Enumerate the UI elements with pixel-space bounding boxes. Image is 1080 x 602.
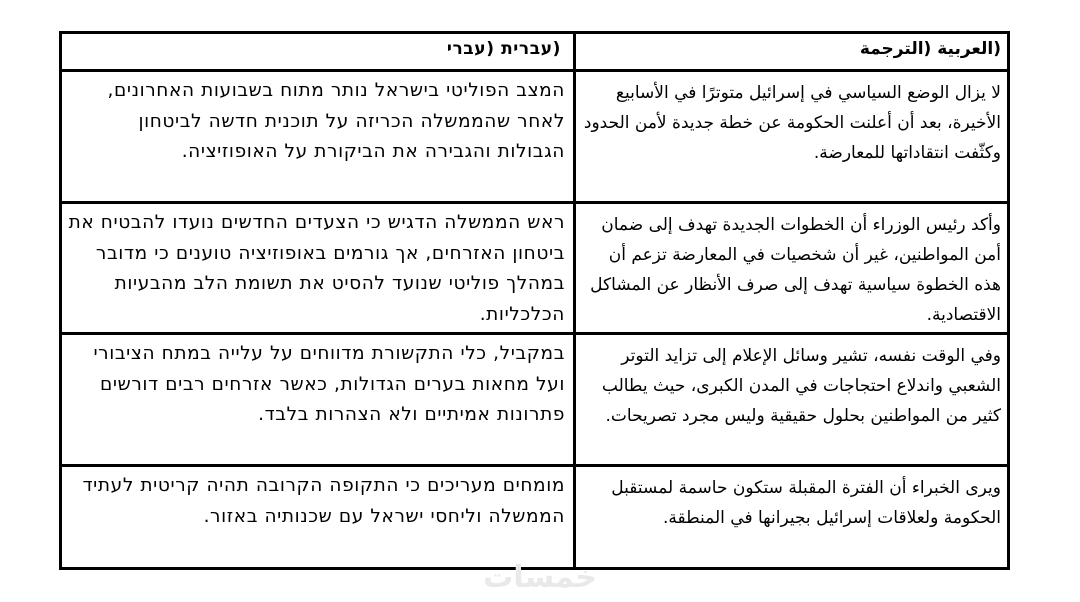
hebrew-column-header: (עברית (עברי xyxy=(62,34,576,69)
table-header-row xyxy=(62,34,1007,72)
hebrew-cell: ראש הממשלה הדגיש כי הצעדים החדשים נועדו להבטיח את ביטחון האזרחים, אך גורמים באופוזיציה טוענים כי מדובר במהלך פוליטי שנועד להסיט את תשומת הלב מהבעיות הכלכליות. xyxy=(62,204,576,332)
table-row xyxy=(62,72,1007,204)
hebrew-cell: במקביל, כלי התקשורת מדווחים על עלייה במתח הציבורי ועל מחאות בערים הגדולות, כאשר אזרחים רבים דורשים פתרונות אמיתיים ולא הצהרות בלבד. xyxy=(62,335,576,464)
arabic-cell: لا يزال الوضع السياسي في إسرائيل متوترًا في الأسابيع الأخيرة، بعد أن أعلنت الحكومة عن خطة جديدة لأمن الحدود وكثّفت انتقاداتها للمعارضة. xyxy=(583,83,1001,163)
arabic-cell: وأكد رئيس الوزراء أن الخطوات الجديدة تهدف إلى ضمان أمن المواطنين، غير أن شخصيات في المعارضة تزعم أن هذه الخطوة سياسية تهدف إلى صرف الأنظار عن المشاكل الاقتصادية. xyxy=(590,215,1001,325)
translation-table xyxy=(59,31,1010,570)
hebrew-cell: מומחים מעריכים כי התקופה הקרובה תהיה קריטית לעתיד הממשלה וליחסי ישראל עם שכנותיה באזור. xyxy=(62,467,576,567)
hebrew-cell: המצב הפוליטי בישראל נותר מתוח בשבועות האחרונים, לאחר שהממשלה הכריזה על תוכנית חדשה לביטחון הגבולות והגבירה את הביקורת על האופוזיציה. xyxy=(62,72,576,201)
table-row xyxy=(62,335,1007,467)
arabic-cell: وفي الوقت نفسه، تشير وسائل الإعلام إلى تزايد التوتر الشعبي واندلاع احتجاجات في المدن الكبرى، حيث يطالب كثير من المواطنين بحلول حقيقية وليس مجرد تصريحات. xyxy=(601,346,1001,426)
table-row xyxy=(62,204,1007,335)
table-row xyxy=(62,467,1007,567)
arabic-column-header: (العربية (الترجمة xyxy=(859,39,1001,59)
arabic-cell: ويرى الخبراء أن الفترة المقبلة ستكون حاسمة لمستقبل الحكومة ولعلاقات إسرائيل بجيرانها في المنطقة. xyxy=(611,478,1001,528)
watermark-logo: خمسات xyxy=(483,560,597,595)
